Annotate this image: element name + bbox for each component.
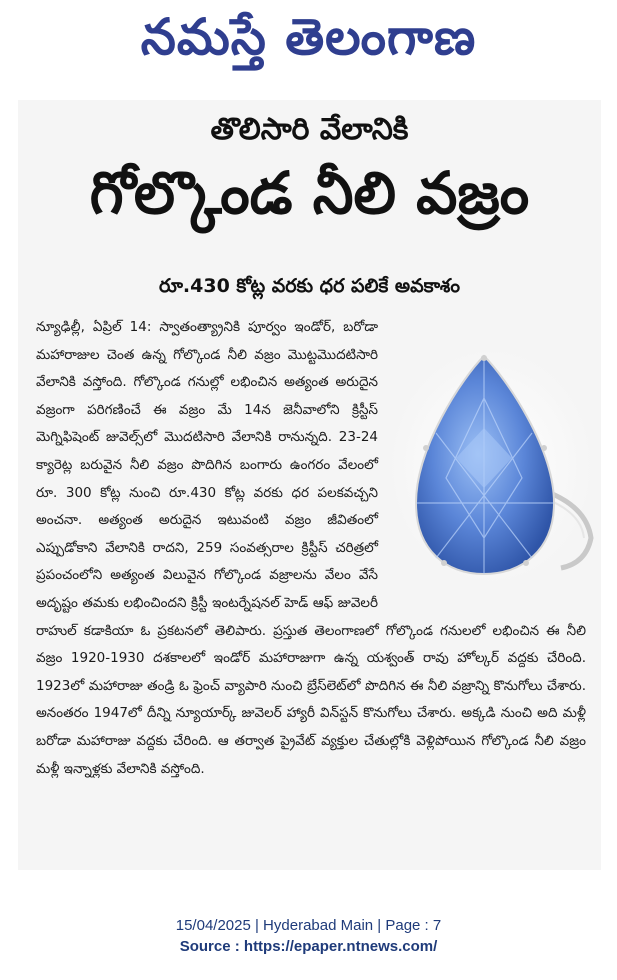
- newspaper-masthead: నమస్తే తెలంగాణ: [140, 7, 477, 66]
- blue-diamond-image: [386, 338, 596, 588]
- article-body-column: [36, 314, 586, 783]
- article-headline: గోల్కొండ నీలి వజ్రం: [89, 159, 530, 227]
- article-subhead: రూ.430 కోట్ల వరకు ధర పలికే అవకాశం: [158, 275, 461, 297]
- diamond-ring-photo: [386, 338, 596, 588]
- page-footer: [0, 915, 617, 957]
- article-body-text: న్యూఢిల్లీ, ఏప్రిల్ 14: స్వాతంత్య్రానికి పూర్వం ఇండోర్, బరోడా మహారాజుల చెంత ఉన్న గోల్కొండ నీలి వజ్రం మొట్టమొదటిసారి వేలానికి వస్తోంది. గోల్కొండ గనుల్లో లభించిన అత్యంత అరుదైన వజ్రంగా పరిగణించే ఈ వజ్రం మే 14న జెనీవాలోని క్రిస్టీస్ మెగ్నిఫిషెంట్ జువెల్స్‌లో మొదటిసారి వేలానికి రానున్నది. 23-24 క్యారెట్ల బరువైన నీలి వజ్రం పొదిగిన బంగారు ఉంగరం వేలంలో రూ. 300 కోట్ల నుంచి రూ.430 కోట్ల వరకు ధర పలకవచ్చని అంచనా. అత్యంత అరుదైన ఇటువంటి వజ్రం జీవితంలో ఎప్పుడోకాని వేలానికి రాదని, 259 సంవత్సరాల క్రిస్టీస్ చరిత్రలో ప్రపంచంలోని అత్యంత విలువైన గోల్కొండ వజ్రాలను వేలం వేసే అదృష్టం తమకు లభించిందని క్రిస్టీ ఇంటర్నేషనల్ హెడ్ ఆఫ్ జువెలరీ రాహుల్ కడాకియా ఓ ప్రకటనలో తెలిపారు. ప్రస్తుత తెలంగాణలో గోల్కొండ గనులలో లభించిన ఈ నీలి వజ్రం 1920-1930 దశకాలలో ఇండోర్ మహారాజుగా ఉన్న యశ్వంత్ రావు హోల్కర్ వద్దకు చేరింది. 1923లో మహారాజు తండ్రి ఓ ఫ్రెంచ్ వ్యాపారి నుంచి బ్రేస్‌లెట్‌లో పొదిగిన ఈ నీలి వజ్రాన్ని కొనుగోలు చేశారు. అనంతరం 1947లో దీన్ని న్యూయార్క్ జువెలర్ హ్యారీ విన్‌స్టన్ కొనుగోలు చేశారు. అక్కడి నుంచి అది మళ్లీ బరోడా మహారాజు వద్దకు చేరింది. ఆ తర్వాత ప్రైవేట్ వ్యక్తుల చేతుల్లోకి వెళ్లిపోయిన గోల్కొండ నీలి వజ్రం మళ్లీ ఇన్నాళ్లకు వేలానికి వస్తోంది.: [36, 319, 586, 777]
- article-kicker: తొలిసారి వేలానికి: [210, 112, 409, 147]
- edition-info: 15/04/2025 | Hyderabad Main | Page : 7: [175, 917, 442, 934]
- source-line: Source : https://epaper.ntnews.com/: [179, 938, 438, 955]
- news-clipping: [18, 100, 601, 870]
